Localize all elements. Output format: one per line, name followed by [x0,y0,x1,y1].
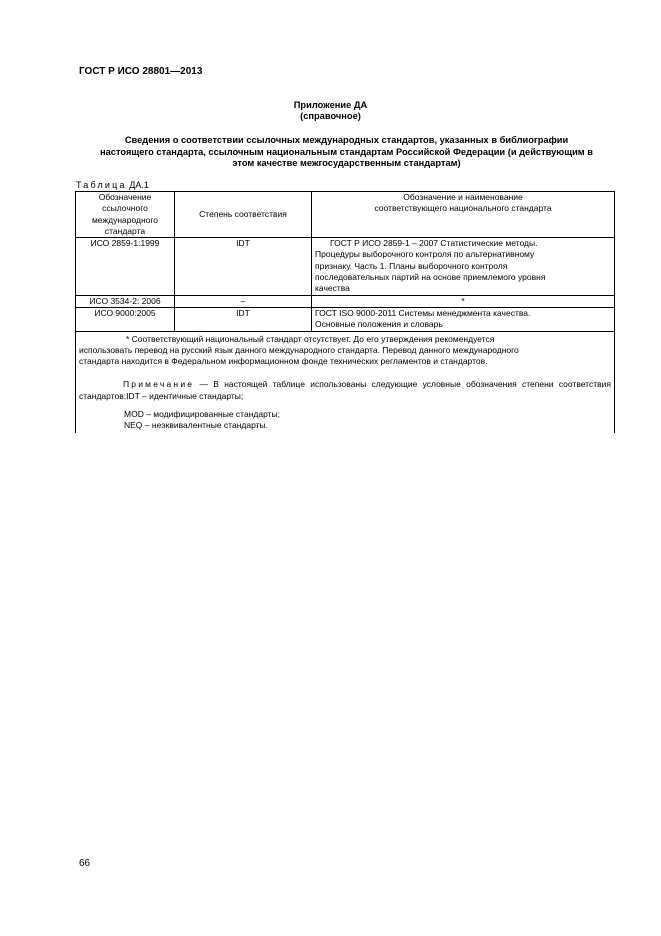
section-title-line: этом качестве межгосударственным стандартам) [232,158,461,168]
cell-degree: – [175,295,312,307]
footnote-line: стандарта находится в Федеральном информационном фонде технических регламентов и стандартов. [79,356,488,367]
table-note [79,379,611,402]
cell-national [312,238,615,295]
table-caption-label: Таблица [76,180,127,190]
cell-reference: ИСО 3534-2: 2006 [76,295,175,307]
cell-text: Процедуры выборочного контроля по альтернативному [315,249,535,260]
note-label: Примечание [123,379,195,390]
header-text: стандарта [104,225,146,236]
table-header-row [76,192,615,238]
cell-degree: IDT [175,238,312,295]
footnote-line: использовать перевод на русский язык данного международного стандарта. Перевод данного международного [79,344,519,355]
definition-mod: MOD – модифицированные стандарты; [124,409,280,420]
note-text: — В настоящей таблице использованы следующие условные обозначения степени соответствия стандартов:IDT – идентичные стандарты; [79,379,611,401]
cell-reference: ИСО 2859-1:1999 [76,238,175,295]
header-text: Обозначение [98,192,152,202]
header-text: международного [91,214,159,225]
cell-text: Основные положения и словарь [315,319,443,330]
document-header-code: ГОСТ Р ИСО 28801—2013 [79,66,203,77]
table-footnote-row [76,331,615,433]
annex-subtitle: (справочное) [300,111,361,121]
cell-text: ГОСТ Р ИСО 2859-1 – 2007 Статистические методы. [330,238,538,249]
table-row [76,295,615,307]
header-degree: Степень соответствия [175,192,312,238]
table-row [76,307,615,331]
table-caption [76,180,149,190]
header-national-standard [312,192,615,238]
section-title-line: Сведения о соответствии ссылочных международных стандартов, указанных в библиографии [124,135,569,145]
header-reference-standard [76,192,175,238]
page-number: 66 [79,858,91,869]
cell-text: признаку. Часть 1. Планы выборочного контроля [315,260,508,271]
table-footnote [76,331,615,433]
header-text: соответствующего национального стандарта [374,203,552,214]
table-caption-number: ДА.1 [129,180,149,190]
cell-text: ГОСТ ISO 9000-2011 Системы менеджмента качества. [315,307,531,318]
cell-text: последовательных партий на основе приемлемого уровня [315,272,546,283]
header-text: ссылочного [102,203,148,214]
table-row [76,238,615,295]
annex-title: Приложение ДА [293,100,368,110]
cell-reference: ИСО 9000:2005 [76,307,175,331]
cell-text: качества [315,283,350,294]
correspondence-table [75,191,615,433]
section-title-line: настоящего стандарта, ссылочным национальным стандартам Российской Федерации (и действующим в [100,146,593,157]
cell-degree: IDT [175,307,312,331]
header-text: Обозначение и наименование [403,192,523,202]
cell-national: * [312,295,615,307]
cell-national [312,307,615,331]
section-title [80,135,613,170]
footnote-line: * Соответствующий национальный стандарт отсутствует. До его утверждения рекомендуется [126,333,495,344]
definition-neq: NEQ – неэквивалентные стандарты. [124,420,268,431]
